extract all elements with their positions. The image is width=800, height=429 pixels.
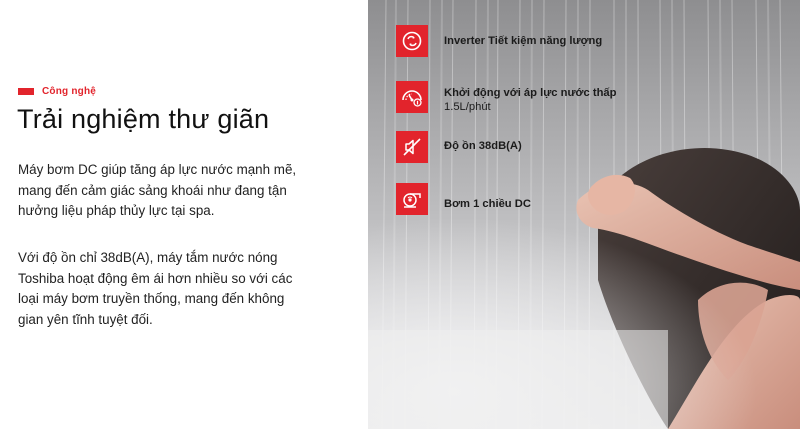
text-column [0, 0, 368, 429]
feature-list [396, 0, 800, 429]
feature-item-inverter [396, 25, 602, 57]
section-tag [18, 86, 96, 97]
feature-label-sub: 1.5L/phút [444, 101, 491, 113]
pressure-gauge-icon [396, 81, 428, 113]
mute-icon [396, 131, 428, 163]
feature-label: Độ ồn 38dB(A) [444, 140, 522, 152]
feature-label: Inverter Tiết kiệm năng lượng [444, 35, 603, 47]
feature-item-low-pressure [396, 81, 616, 114]
feature-label-main: Khởi động với áp lực nước thấp [444, 87, 617, 99]
inverter-icon [396, 25, 428, 57]
pump-icon [396, 183, 428, 215]
tag-accent-bar [18, 88, 34, 95]
feature-item-dc-pump [396, 183, 531, 215]
feature-label [444, 81, 616, 114]
section-tag-label: Công nghệ [42, 86, 97, 97]
description-paragraph-2: Với độ ồn chỉ 38dB(A), máy tắm nước nóng Toshiba hoạt động êm ái hơn nhiều so với các loại máy bơm truyền thống, mang đến không gian yên tĩnh tuyệt đối. [18, 250, 293, 327]
page-title: Trải nghiệm thư giãn [17, 104, 270, 134]
feature-label: Bơm 1 chiều DC [444, 198, 531, 210]
description-paragraph-1: Máy bơm DC giúp tăng áp lực nước mạnh mẽ, mang đến cảm giác sảng khoái như đang tận hưởng liệu pháp thủy lực tại spa. [18, 162, 297, 218]
feature-item-noise [396, 131, 522, 163]
